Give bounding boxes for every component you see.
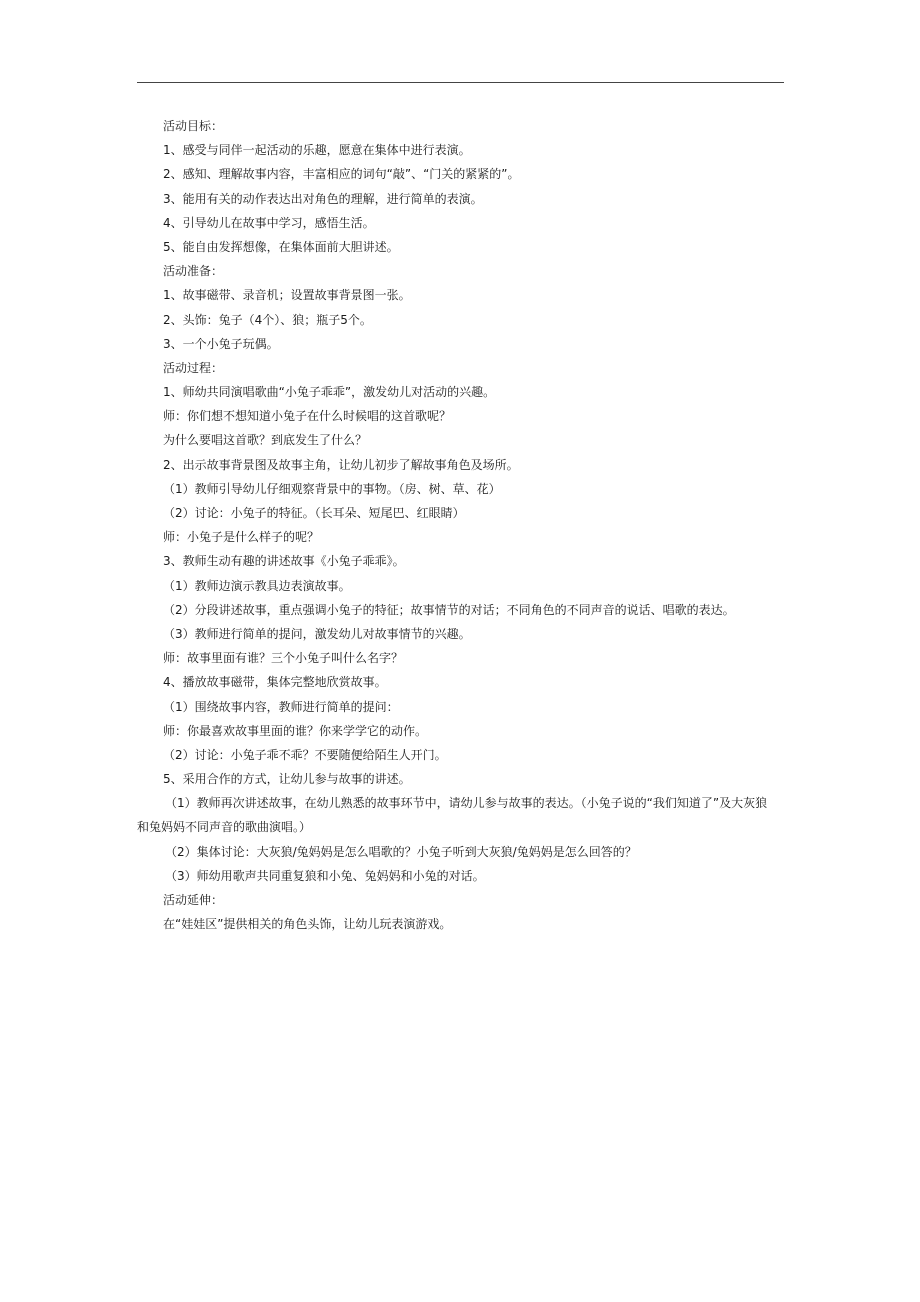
process-line: 师：小兔子是什么样子的呢？ <box>163 530 320 545</box>
process-substep: （2）讨论：小兔子的特征。（长耳朵、短尾巴、红眼睛） <box>163 506 465 520</box>
process-substep: （1）教师边演示教具边表演故事。 <box>163 578 351 593</box>
goal-item: 5、能自由发挥想像，在集体面前大胆讲述。 <box>163 239 399 254</box>
process-step: 5、采用合作的方式，让幼儿参与故事的讲述。 <box>163 772 411 787</box>
section-heading-preparation: 活动准备： <box>163 264 224 279</box>
process-substep: （1）教师引导幼儿仔细观察背景中的事物。（房、树、草、花） <box>163 481 501 496</box>
goal-item: 4、引导幼儿在故事中学习，感悟生活。 <box>163 215 375 230</box>
section-heading-extension: 活动延伸： <box>163 893 224 907</box>
process-substep: （2）集体讨论：大灰狼/兔妈妈是怎么唱歌的？小兔子听到大灰狼/兔妈妈是怎么回答的？ <box>165 844 637 859</box>
process-substep: （1）围绕故事内容，教师进行简单的提问： <box>163 699 399 714</box>
process-substep: （1）教师再次讲述故事，在幼儿熟悉的故事环节中，请幼儿参与故事的表达。（小兔子说的“我们知道了”及大灰狼 <box>165 796 768 811</box>
process-line: 师：故事里面有谁？三个小兔子叫什么名字？ <box>163 651 404 666</box>
goal-item: 2、感知、理解故事内容，丰富相应的词句“敲”、“门关的紧紧的”。 <box>163 167 520 182</box>
process-substep-continuation: 和兔妈妈不同声音的歌曲演唱。） <box>137 820 312 835</box>
process-step: 1、师幼共同演唱歌曲“小兔子乖乖”，激发幼儿对活动的兴趣。 <box>163 385 496 400</box>
process-substep: （2）分段讲述故事，重点强调小兔子的特征；故事情节的对话；不同角色的不同声音的说话、唱歌的表达。 <box>163 602 735 617</box>
process-line: 师：你们想不想知道小兔子在什么时候唱的这首歌呢？ <box>163 409 452 424</box>
document-body <box>137 114 784 936</box>
process-substep: （3）教师进行简单的提问，激发幼儿对故事情节的兴趣。 <box>163 626 471 641</box>
preparation-item: 2、头饰：兔子（4个）、狼；瓶子5个。 <box>163 312 372 327</box>
process-substep: （2）讨论：小兔子乖不乖？不要随便给陌生人开门。 <box>163 747 447 762</box>
section-heading-process: 活动过程： <box>163 360 224 375</box>
process-line: 为什么要唱这首歌？到底发生了什么？ <box>163 433 368 448</box>
process-step: 4、播放故事磁带，集体完整地欣赏故事。 <box>163 675 387 690</box>
preparation-item: 1、故事磁带、录音机；设置故事背景图一张。 <box>163 288 411 303</box>
header-rule <box>137 82 784 83</box>
process-step: 2、出示故事背景图及故事主角，让幼儿初步了解故事角色及场所。 <box>163 457 519 472</box>
extension-item: 在“娃娃区”提供相关的角色头饰，让幼儿玩表演游戏。 <box>163 917 452 932</box>
goal-item: 1、感受与同伴一起活动的乐趣，愿意在集体中进行表演。 <box>163 143 471 158</box>
process-substep: （3）师幼用歌声共同重复狼和小兔、兔妈妈和小兔的对话。 <box>165 868 485 883</box>
section-heading-goals: 活动目标： <box>163 119 224 133</box>
process-step: 3、教师生动有趣的讲述故事《小兔子乖乖》。 <box>163 554 405 569</box>
preparation-item: 3、一个小兔子玩偶。 <box>163 336 279 351</box>
goal-item: 3、能用有关的动作表达出对角色的理解，进行简单的表演。 <box>163 191 483 206</box>
process-line: 师：你最喜欢故事里面的谁？你来学学它的动作。 <box>163 723 428 738</box>
